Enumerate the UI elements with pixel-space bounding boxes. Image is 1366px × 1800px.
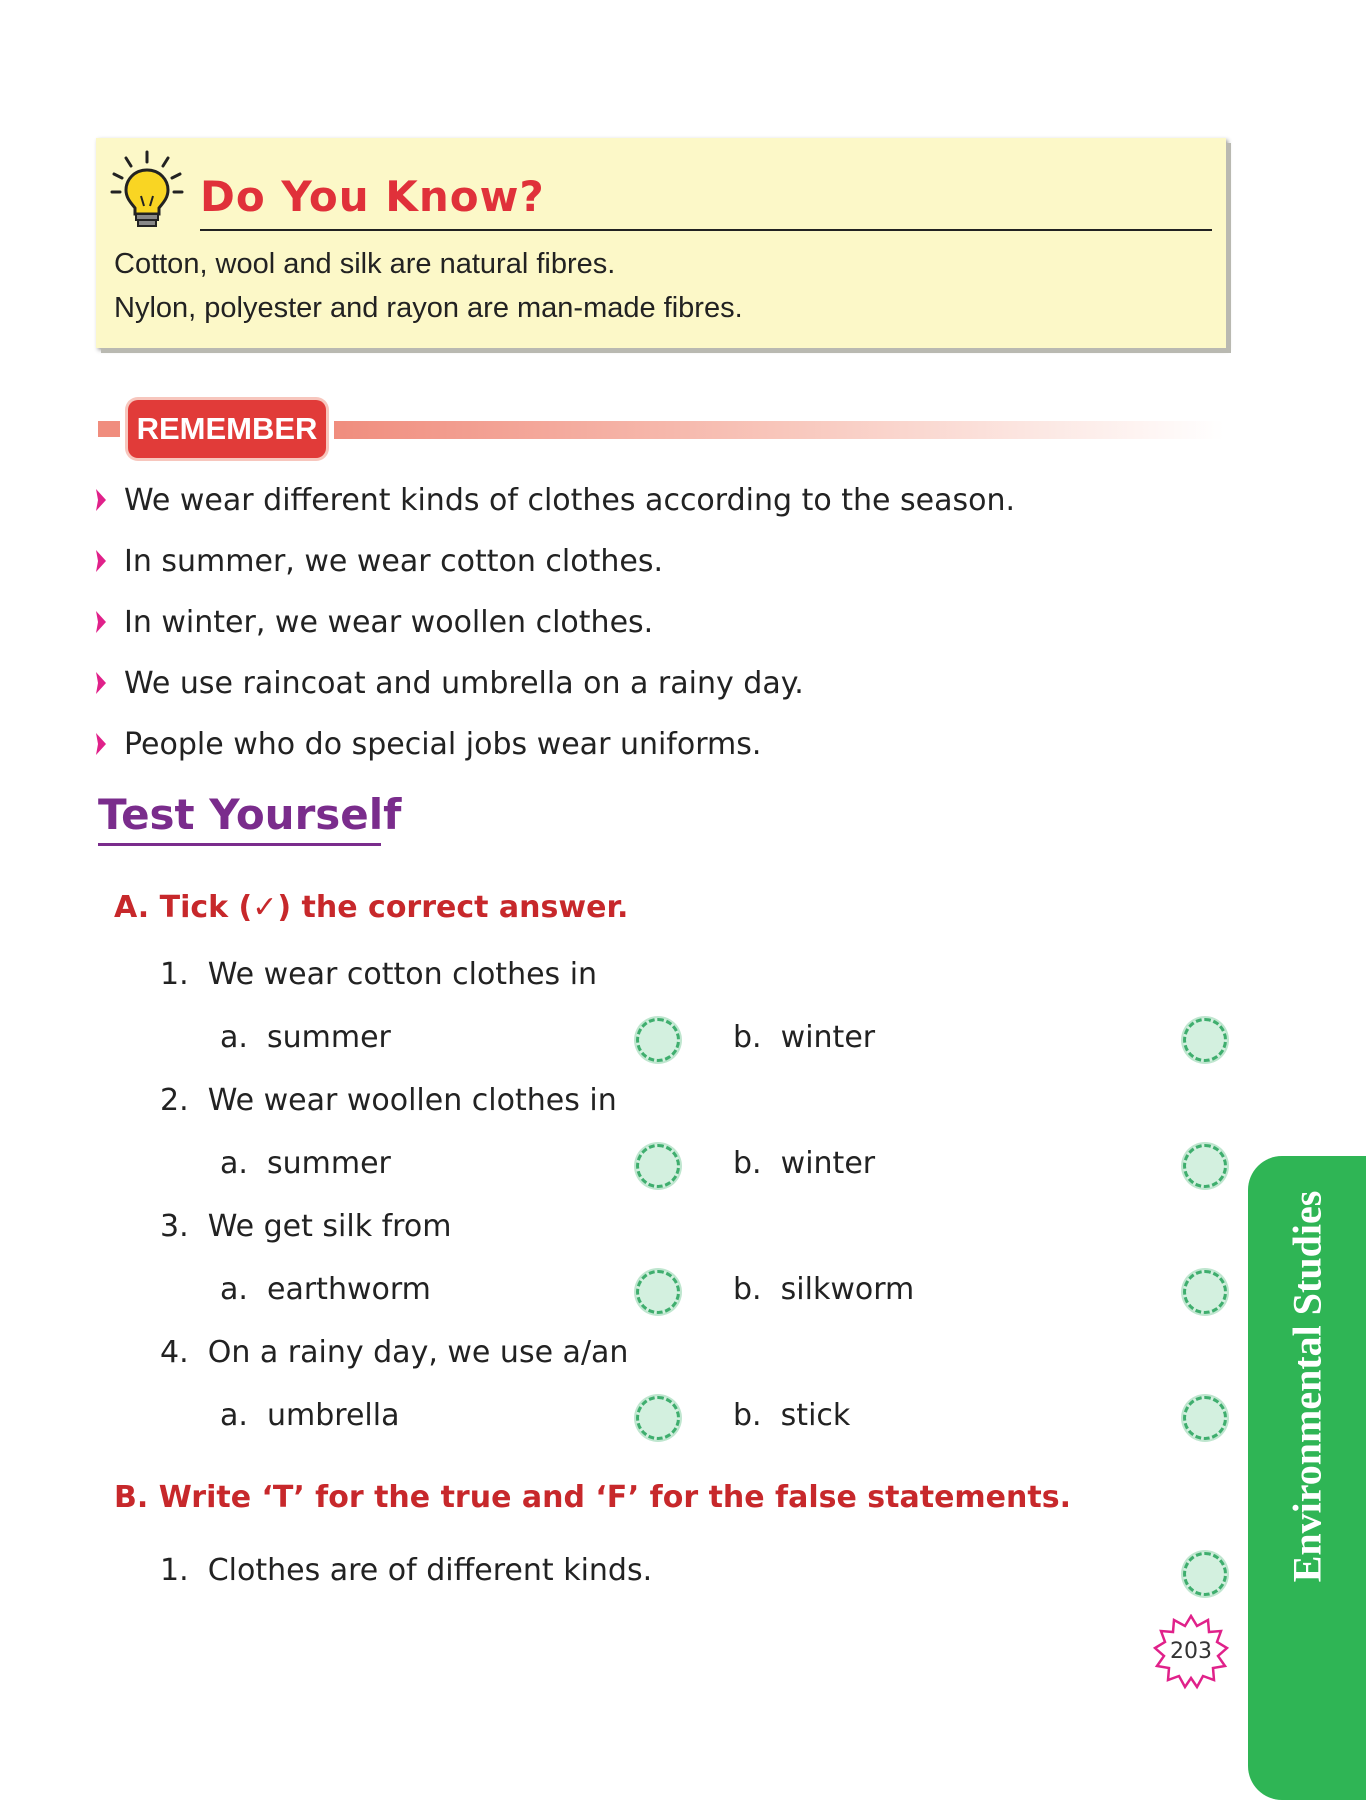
remember-item bbox=[96, 663, 804, 703]
remember-item bbox=[96, 602, 653, 642]
option-text: silkworm bbox=[780, 1272, 915, 1307]
remember-item-text: We use raincoat and umbrella on a rainy day. bbox=[124, 665, 804, 701]
answer-circle-b1[interactable] bbox=[1183, 1552, 1227, 1596]
tick-circle-q1-b[interactable] bbox=[1183, 1018, 1227, 1062]
bullet-icon bbox=[96, 489, 106, 511]
option-b bbox=[733, 1272, 914, 1307]
tick-circle-q4-b[interactable] bbox=[1183, 1396, 1227, 1440]
option-text: earthworm bbox=[267, 1272, 431, 1307]
statement-text: Clothes are of different kinds. bbox=[207, 1553, 653, 1588]
question-text: On a rainy day, we use a/an bbox=[207, 1335, 629, 1370]
option-a bbox=[220, 1398, 399, 1433]
bullet-icon bbox=[96, 672, 106, 694]
option-label: b. bbox=[733, 1146, 762, 1181]
option-b bbox=[733, 1398, 850, 1433]
question bbox=[160, 957, 597, 992]
tick-circle-q3-a[interactable] bbox=[636, 1270, 680, 1314]
bullet-icon bbox=[96, 550, 106, 572]
tick-circle-q1-a[interactable] bbox=[636, 1018, 680, 1062]
option-a bbox=[220, 1272, 431, 1307]
tick-circle-q2-a[interactable] bbox=[636, 1144, 680, 1188]
question-text: We wear cotton clothes in bbox=[207, 957, 598, 992]
remember-item bbox=[96, 480, 1015, 520]
remember-bar-left bbox=[98, 421, 120, 437]
remember-item-text: People who do special jobs wear uniforms. bbox=[124, 726, 762, 762]
fact-line-2: Nylon, polyester and rayon are man-made fibres. bbox=[114, 292, 743, 324]
option-text: summer bbox=[267, 1020, 391, 1055]
option-label: a. bbox=[220, 1272, 248, 1307]
title-underline bbox=[98, 843, 381, 846]
option-label: a. bbox=[220, 1398, 248, 1433]
question-text: We get silk from bbox=[207, 1209, 452, 1244]
option-label: b. bbox=[733, 1020, 762, 1055]
option-label: b. bbox=[733, 1398, 762, 1433]
option-text: winter bbox=[780, 1020, 876, 1055]
option-text: umbrella bbox=[267, 1398, 400, 1433]
question-text: We wear woollen clothes in bbox=[207, 1083, 617, 1118]
remember-item bbox=[96, 724, 761, 764]
remember-badge: REMEMBER bbox=[128, 400, 326, 458]
remember-item bbox=[96, 541, 663, 581]
bullet-icon bbox=[96, 733, 106, 755]
remember-item-text: In winter, we wear woollen clothes. bbox=[124, 604, 654, 640]
option-text: summer bbox=[267, 1146, 391, 1181]
do-you-know-title: Do You Know? bbox=[200, 172, 545, 221]
option-text: stick bbox=[780, 1398, 851, 1433]
statement-number: 1. bbox=[160, 1553, 189, 1588]
remember-item-text: In summer, we wear cotton clothes. bbox=[124, 543, 663, 579]
question bbox=[160, 1209, 451, 1244]
page-number: 203 bbox=[1170, 1639, 1212, 1664]
option-b bbox=[733, 1146, 875, 1181]
option-label: b. bbox=[733, 1272, 762, 1307]
option-label: a. bbox=[220, 1146, 248, 1181]
option-label: a. bbox=[220, 1020, 248, 1055]
subject-side-label bbox=[1248, 1156, 1366, 1616]
statement bbox=[160, 1553, 652, 1588]
test-yourself-title: Test Yourself bbox=[98, 790, 402, 839]
question-number: 1. bbox=[160, 957, 189, 992]
question-number: 2. bbox=[160, 1083, 189, 1118]
title-divider bbox=[200, 229, 1212, 231]
question bbox=[160, 1335, 628, 1370]
remember-item-text: We wear different kinds of clothes according to the season. bbox=[124, 482, 1015, 518]
question-number: 3. bbox=[160, 1209, 189, 1244]
question bbox=[160, 1083, 617, 1118]
subject-label-text: Environmental Studies bbox=[1284, 1190, 1330, 1582]
fact-line-1: Cotton, wool and silk are natural fibres. bbox=[114, 248, 616, 280]
option-b bbox=[733, 1020, 875, 1055]
option-a bbox=[220, 1146, 391, 1181]
section-b-heading: B. Write ‘T’ for the true and ‘F’ for the false statements. bbox=[114, 1480, 1071, 1515]
tick-circle-q2-b[interactable] bbox=[1183, 1144, 1227, 1188]
remember-bar-right bbox=[334, 421, 1224, 439]
option-text: winter bbox=[780, 1146, 876, 1181]
tick-circle-q4-a[interactable] bbox=[636, 1396, 680, 1440]
question-number: 4. bbox=[160, 1335, 189, 1370]
bullet-icon bbox=[96, 611, 106, 633]
lightbulb-icon bbox=[106, 148, 188, 230]
section-a-heading: A. Tick (✓) the correct answer. bbox=[114, 890, 629, 925]
option-a bbox=[220, 1020, 391, 1055]
tick-circle-q3-b[interactable] bbox=[1183, 1270, 1227, 1314]
